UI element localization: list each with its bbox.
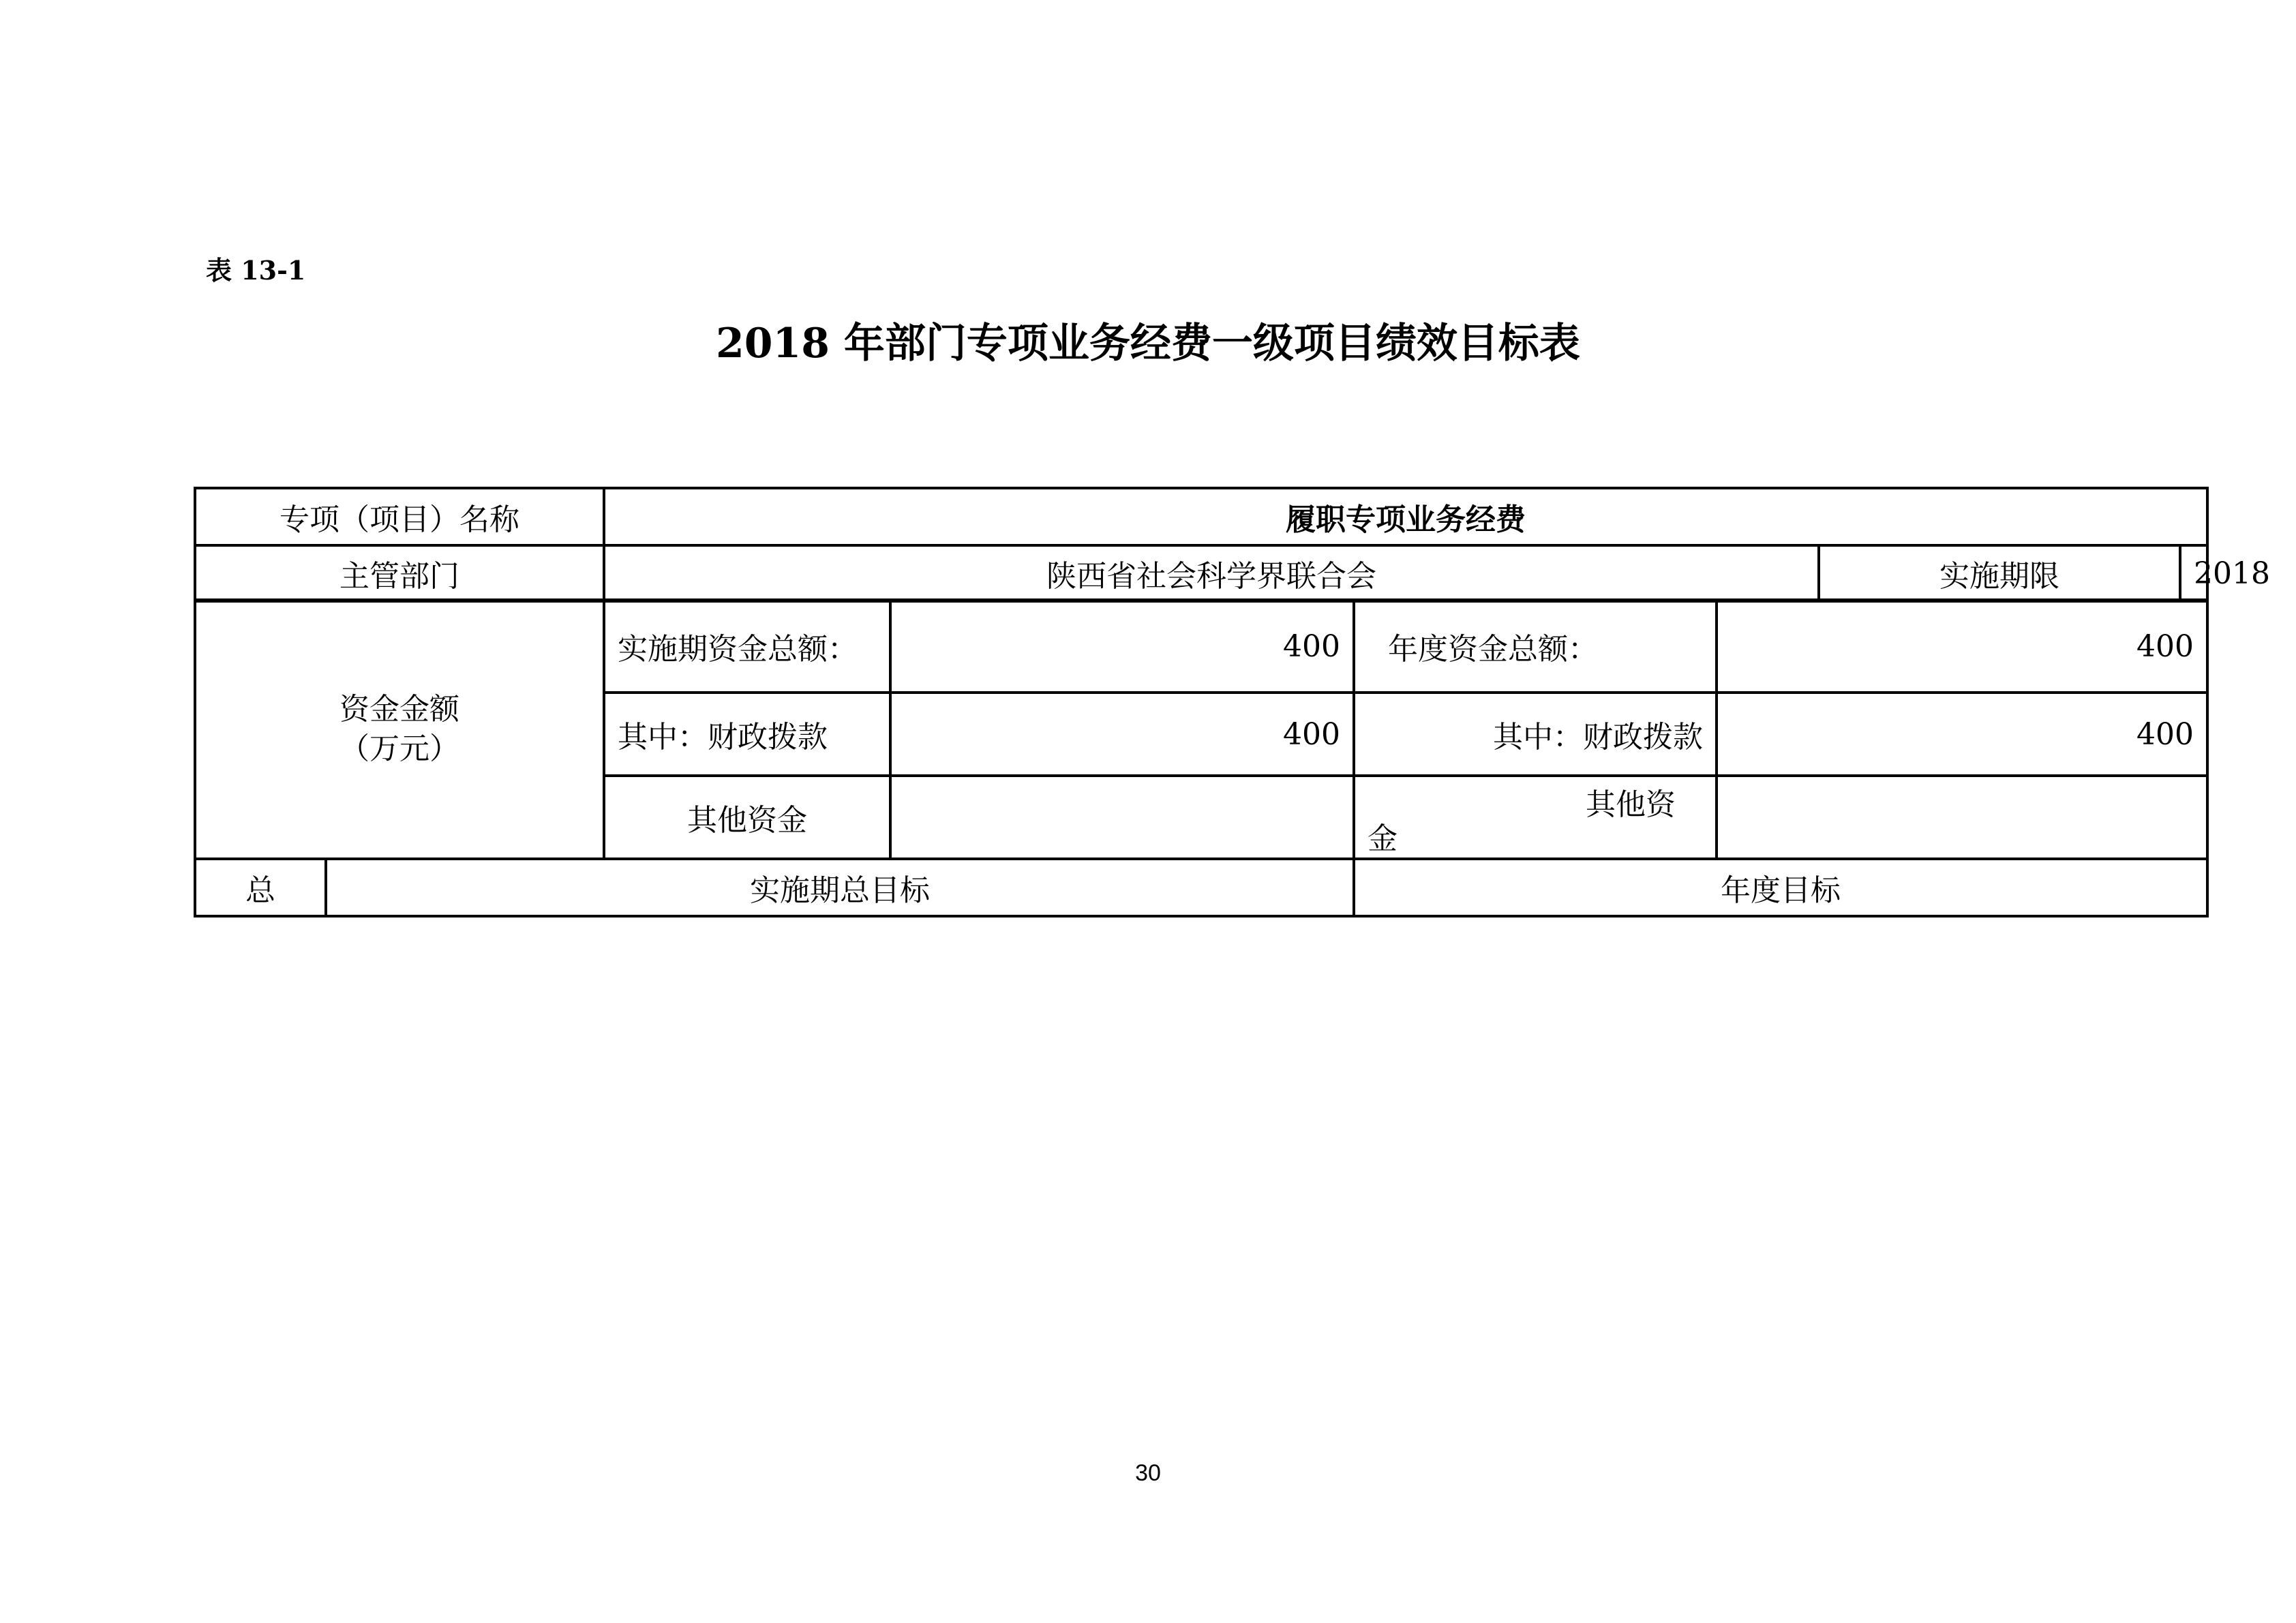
table-row-project-name [195,488,2207,545]
table-number: 表 13-1 [206,255,306,286]
document-title: 2018 年部门专项业务经费一级项目绩效目标表 [716,320,1580,367]
goals-left-cell [195,859,1354,916]
other-funds-label: 其他资金 [604,776,890,859]
project-name-value: 履职专项业务经费 [604,488,2207,545]
annual-total-funds-label: 年度资金总额： [1354,600,1717,693]
funds-label-line2: （万元） [339,731,459,766]
table-row-goals [195,859,2207,916]
department-label: 主管部门 [195,545,604,601]
funds-label-line1: 资金金额 [339,692,459,727]
goals-inner-table [196,860,1353,915]
annual-total-funds-value: 400 [1717,600,2207,693]
table-row-total-funds [195,600,2207,693]
project-name-label: 专项（项目）名称 [195,488,604,545]
total-goal-label: 总 [196,860,326,915]
period-label: 实施期限 [1819,545,2180,601]
annual-goal-label: 年度目标 [1354,859,2207,916]
period-total-goal-label: 实施期总目标 [750,873,930,908]
funds-label [195,600,604,859]
performance-goal-table [194,487,2270,603]
annual-fiscal-allocation-value: 400 [1717,693,2207,776]
fiscal-allocation-label: 其中：财政拨款 [604,693,890,776]
table-row-department [195,545,2207,601]
annual-other-funds-label [1354,776,1717,859]
annual-other-funds-label-bottom: 金 [1368,821,1398,856]
annual-fiscal-allocation-label: 其中：财政拨款 [1354,693,1717,776]
other-funds-value [890,776,1354,859]
department-value: 陕西省社会科学界联合会 [604,545,1819,601]
annual-other-funds-label-top: 其他资 [1586,787,1676,822]
total-period-funds-value: 400 [890,600,1354,693]
page-number: 30 [1135,1460,1161,1486]
funds-table [194,598,2209,917]
total-period-funds-label: 实施期资金总额： [604,600,890,693]
fiscal-allocation-value: 400 [890,693,1354,776]
period-value: 2018 [2180,545,2207,601]
annual-other-funds-value [1717,776,2207,859]
